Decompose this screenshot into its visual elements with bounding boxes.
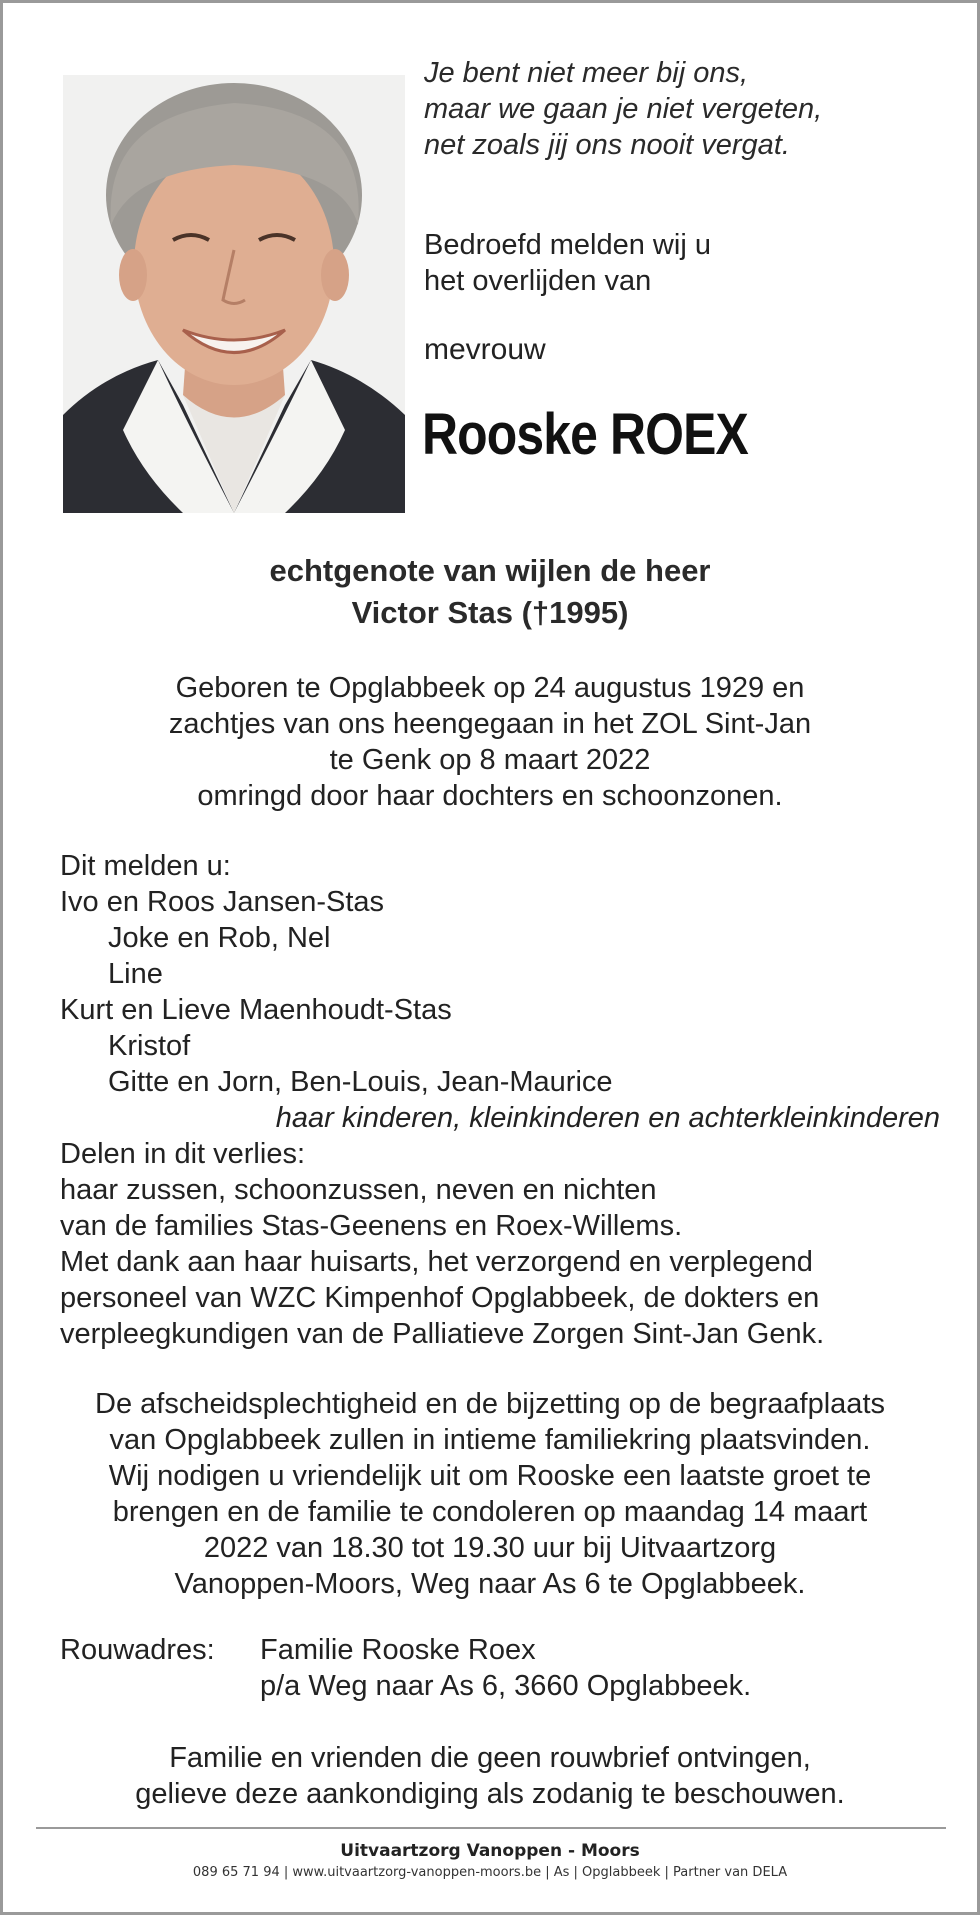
ceremony-line: Wij nodigen u vriendelijk uit om Rooske een laatste groet te	[108, 1460, 872, 1492]
birth-line: Geboren te Opglabbeek op 24 augustus 1929 en	[175, 672, 805, 704]
birth-line: te Genk op 8 maart 2022	[329, 744, 651, 776]
share-line: verpleegkundigen van de Palliatieve Zorgen Sint-Jan Genk.	[60, 1318, 825, 1350]
share-line: personeel van WZC Kimpenhof Opglabbeek, de dokters en	[60, 1282, 820, 1314]
ceremony-line: 2022 van 18.30 tot 19.30 uur bij Uitvaartzorg	[203, 1532, 777, 1564]
poem-line: maar we gaan je niet vergeten,	[424, 93, 823, 125]
share-line: van de families Stas-Geenens en Roex-Willems.	[60, 1210, 683, 1242]
spouse-line: Victor Stas (†1995)	[351, 595, 629, 630]
ceremony-line: van Opglabbeek zullen in intieme familiekring plaatsvinden.	[109, 1424, 871, 1456]
poem-line: Je bent niet meer bij ons,	[424, 57, 749, 89]
poem-line: net zoals jij ons nooit vergat.	[424, 129, 790, 161]
family-member: Ivo en Roos Jansen-Stas	[60, 886, 385, 918]
announcement	[424, 227, 711, 299]
portrait-image	[63, 75, 405, 513]
rouwadres	[60, 1632, 940, 1704]
funeral-home-contact: 089 65 71 94 | www.uitvaartzorg-vanoppen-moors.be | As | Opglabbeek | Partner van DELA	[192, 1865, 788, 1880]
rouwadres-value	[260, 1632, 751, 1704]
share-line: haar zussen, schoonzussen, neven en nichten	[60, 1174, 657, 1206]
family-intro: Dit melden u:	[60, 850, 231, 882]
birth-line: zachtjes van ons heengegaan in het ZOL Sint-Jan	[168, 708, 812, 740]
ceremony-line: De afscheidsplechtigheid en de bijzetting op de begraafplaats	[95, 1388, 885, 1420]
birth-line: omringd door haar dochters en schoonzonen.	[197, 780, 783, 812]
family-member: Kristof	[108, 1030, 191, 1062]
announcement-line: het overlijden van	[424, 265, 652, 297]
rouwadres-label: Rouwadres:	[60, 1634, 215, 1666]
rouwadres-line: Familie Rooske Roex	[260, 1634, 536, 1666]
birth-death-info	[3, 670, 977, 814]
family-member: Line	[108, 958, 163, 990]
share-intro: Delen in dit verlies:	[60, 1138, 305, 1170]
honorific: mevrouw	[424, 333, 546, 366]
poem	[424, 55, 822, 163]
ceremony-line: brengen en de familie te condoleren op maandag 14 maart	[112, 1496, 868, 1528]
ceremony-line: Vanoppen-Moors, Weg naar As 6 te Opglabbeek.	[174, 1568, 806, 1600]
notice-line: gelieve deze aankondiging als zodanig te beschouwen.	[135, 1778, 845, 1810]
family-list	[60, 848, 940, 1352]
family-relation: haar kinderen, kleinkinderen en achterkleinkinderen	[275, 1102, 940, 1134]
rouwadres-line: p/a Weg naar As 6, 3660 Opglabbeek.	[260, 1670, 752, 1702]
portrait-photo	[63, 75, 405, 513]
family-member: Gitte en Jorn, Ben-Louis, Jean-Maurice	[108, 1066, 613, 1098]
spouse-info	[3, 550, 977, 634]
family-member: Joke en Rob, Nel	[108, 922, 331, 954]
notice	[3, 1740, 977, 1812]
footer-divider	[36, 1827, 946, 1829]
funeral-home-name: Uitvaartzorg Vanoppen - Moors	[340, 1841, 640, 1861]
spouse-line: echtgenote van wijlen de heer	[269, 553, 711, 588]
announcement-line: Bedroefd melden wij u	[424, 229, 711, 261]
ceremony-info	[3, 1386, 977, 1602]
share-line: Met dank aan haar huisarts, het verzorgend en verplegend	[60, 1246, 813, 1278]
notice-line: Familie en vrienden die geen rouwbrief ontvingen,	[169, 1742, 811, 1774]
family-member: Kurt en Lieve Maenhoudt-Stas	[60, 994, 452, 1026]
deceased-name: Rooske ROEX	[422, 402, 748, 467]
